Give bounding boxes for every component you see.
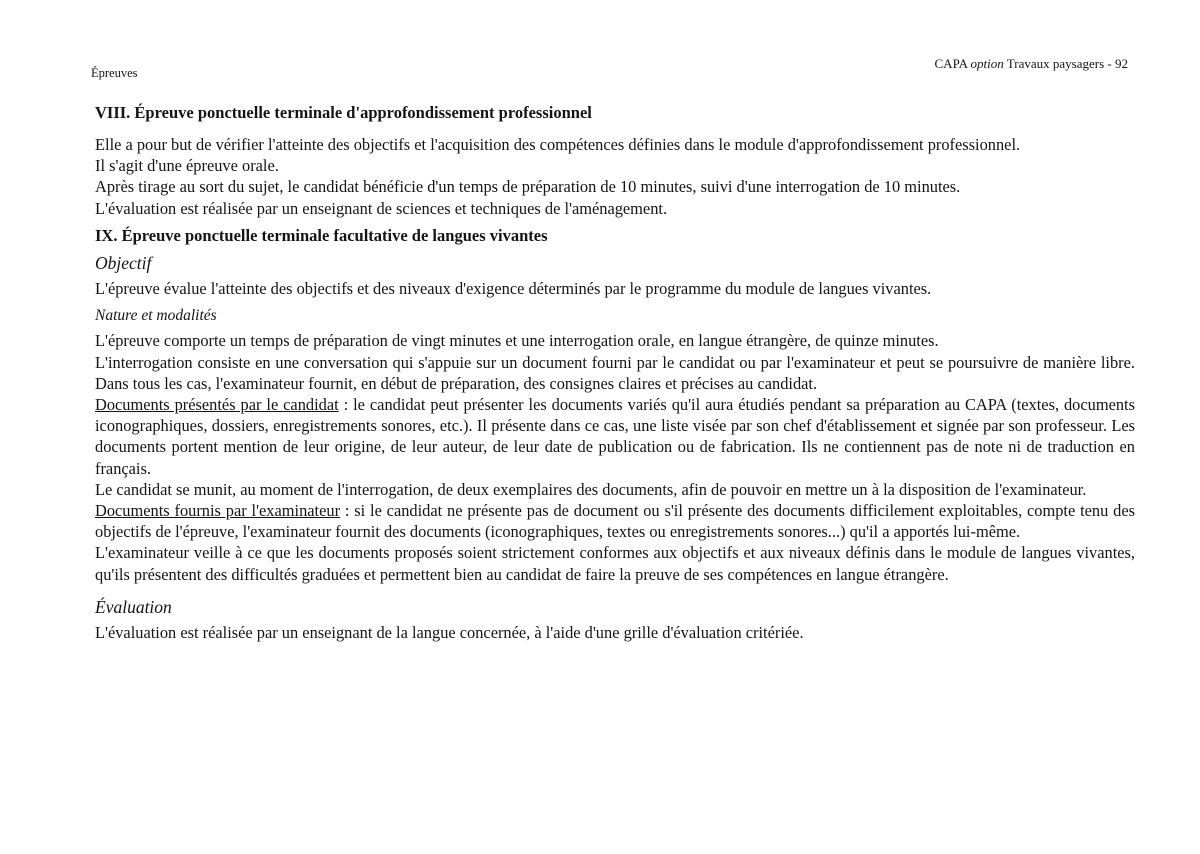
- running-header-right: [935, 56, 1128, 72]
- docs-candidat-text: : le candidat peut présenter les documents variés qu'il aura étudiés pendant sa préparation au CAPA (textes, documents iconographiques, dossiers, enregistrements sonores, etc.). Il présente dans ce cas, une liste visée par son chef d'établissement et signée par son professeur. Les documents portent mention de leur origine, de leur auteur, de leur date de publication ou de fabrication. Ils ne contiennent pas de note ni de traduction en français.: [95, 395, 1135, 478]
- section-ix-title: IX. Épreuve ponctuelle terminale facultative de langues vivantes: [95, 225, 548, 245]
- evaluation-heading: Évaluation: [95, 596, 172, 617]
- section-viii-paragraph-4: L'évaluation est réalisée par un enseignant de sciences et techniques de l'aménagement.: [95, 198, 668, 218]
- nature-paragraph-1: L'épreuve comporte un temps de préparation de vingt minutes et une interrogation orale, en langue étrangère, de quinze minutes.: [95, 331, 939, 351]
- running-header-left: Épreuves: [91, 66, 138, 80]
- objectif-text: L'épreuve évalue l'atteinte des objectifs et des niveaux d'exigence déterminés par le programme du module de langues vivantes.: [95, 279, 932, 299]
- header-suffix: Travaux paysagers - 92: [1003, 56, 1128, 71]
- docs-candidat-paragraph-2: Le candidat se munit, au moment de l'interrogation, de deux exemplaires des documents, afin de pouvoir en mettre un à la disposition de l'examinateur.: [95, 479, 1087, 499]
- document-body: [95, 102, 1135, 643]
- docs-examinateur-text: : si le candidat ne présente pas de document ou s'il présente des documents difficilement exploitables, compte tenu des objectifs de l'épreuve, l'examinateur fournit des documents (iconographiques, textes ou enregistrements sonores...) qu'il a apportés lui-même.: [95, 501, 1135, 542]
- section-viii-paragraph-3: Après tirage au sort du sujet, le candidat bénéficie d'un temps de préparation de 10 minutes, suivi d'une interrogation de 10 minutes.: [95, 177, 961, 197]
- section-viii-paragraph-2: Il s'agit d'une épreuve orale.: [95, 156, 279, 176]
- section-ix: [95, 225, 1135, 643]
- docs-candidat-paragraph: [95, 394, 1135, 479]
- docs-examinateur-paragraph-2: L'examinateur veille à ce que les documents proposés soient strictement conformes aux objectifs et aux niveaux définis dans le module de langues vivantes, qu'ils présentent des difficultés graduées et permettent bien au candidat de faire la preuve de ses compétences en langue étrangère.: [95, 543, 1135, 584]
- objectif-heading: Objectif: [95, 252, 152, 273]
- section-viii-paragraph-1: Elle a pour but de vérifier l'atteinte des objectifs et l'acquisition des compétences définies dans le module d'approfondissement professionnel.: [95, 135, 1021, 154]
- docs-examinateur-label: Documents fournis par l'examinateur: [95, 501, 341, 521]
- header-prefix: CAPA: [934, 56, 971, 71]
- evaluation-text: L'évaluation est réalisée par un enseignant de la langue concernée, à l'aide d'une grille d'évaluation critériée.: [95, 623, 804, 643]
- header-option: option: [970, 56, 1004, 71]
- docs-candidat-label: Documents présentés par le candidat: [95, 395, 339, 415]
- section-viii-title: VIII. Épreuve ponctuelle terminale d'approfondissement professionnel: [95, 103, 592, 122]
- nature-heading: Nature et modalités: [95, 307, 217, 325]
- section-viii: [95, 102, 1135, 219]
- docs-examinateur-paragraph: [95, 500, 1135, 542]
- nature-paragraph-2: L'interrogation consiste en une conversation qui s'appuie sur un document fourni par le candidat ou par l'examinateur et peut se poursuivre de manière libre. Dans tous les cas, l'examinateur fournit, en début de préparation, des consignes claires et précises au candidat.: [95, 352, 1135, 393]
